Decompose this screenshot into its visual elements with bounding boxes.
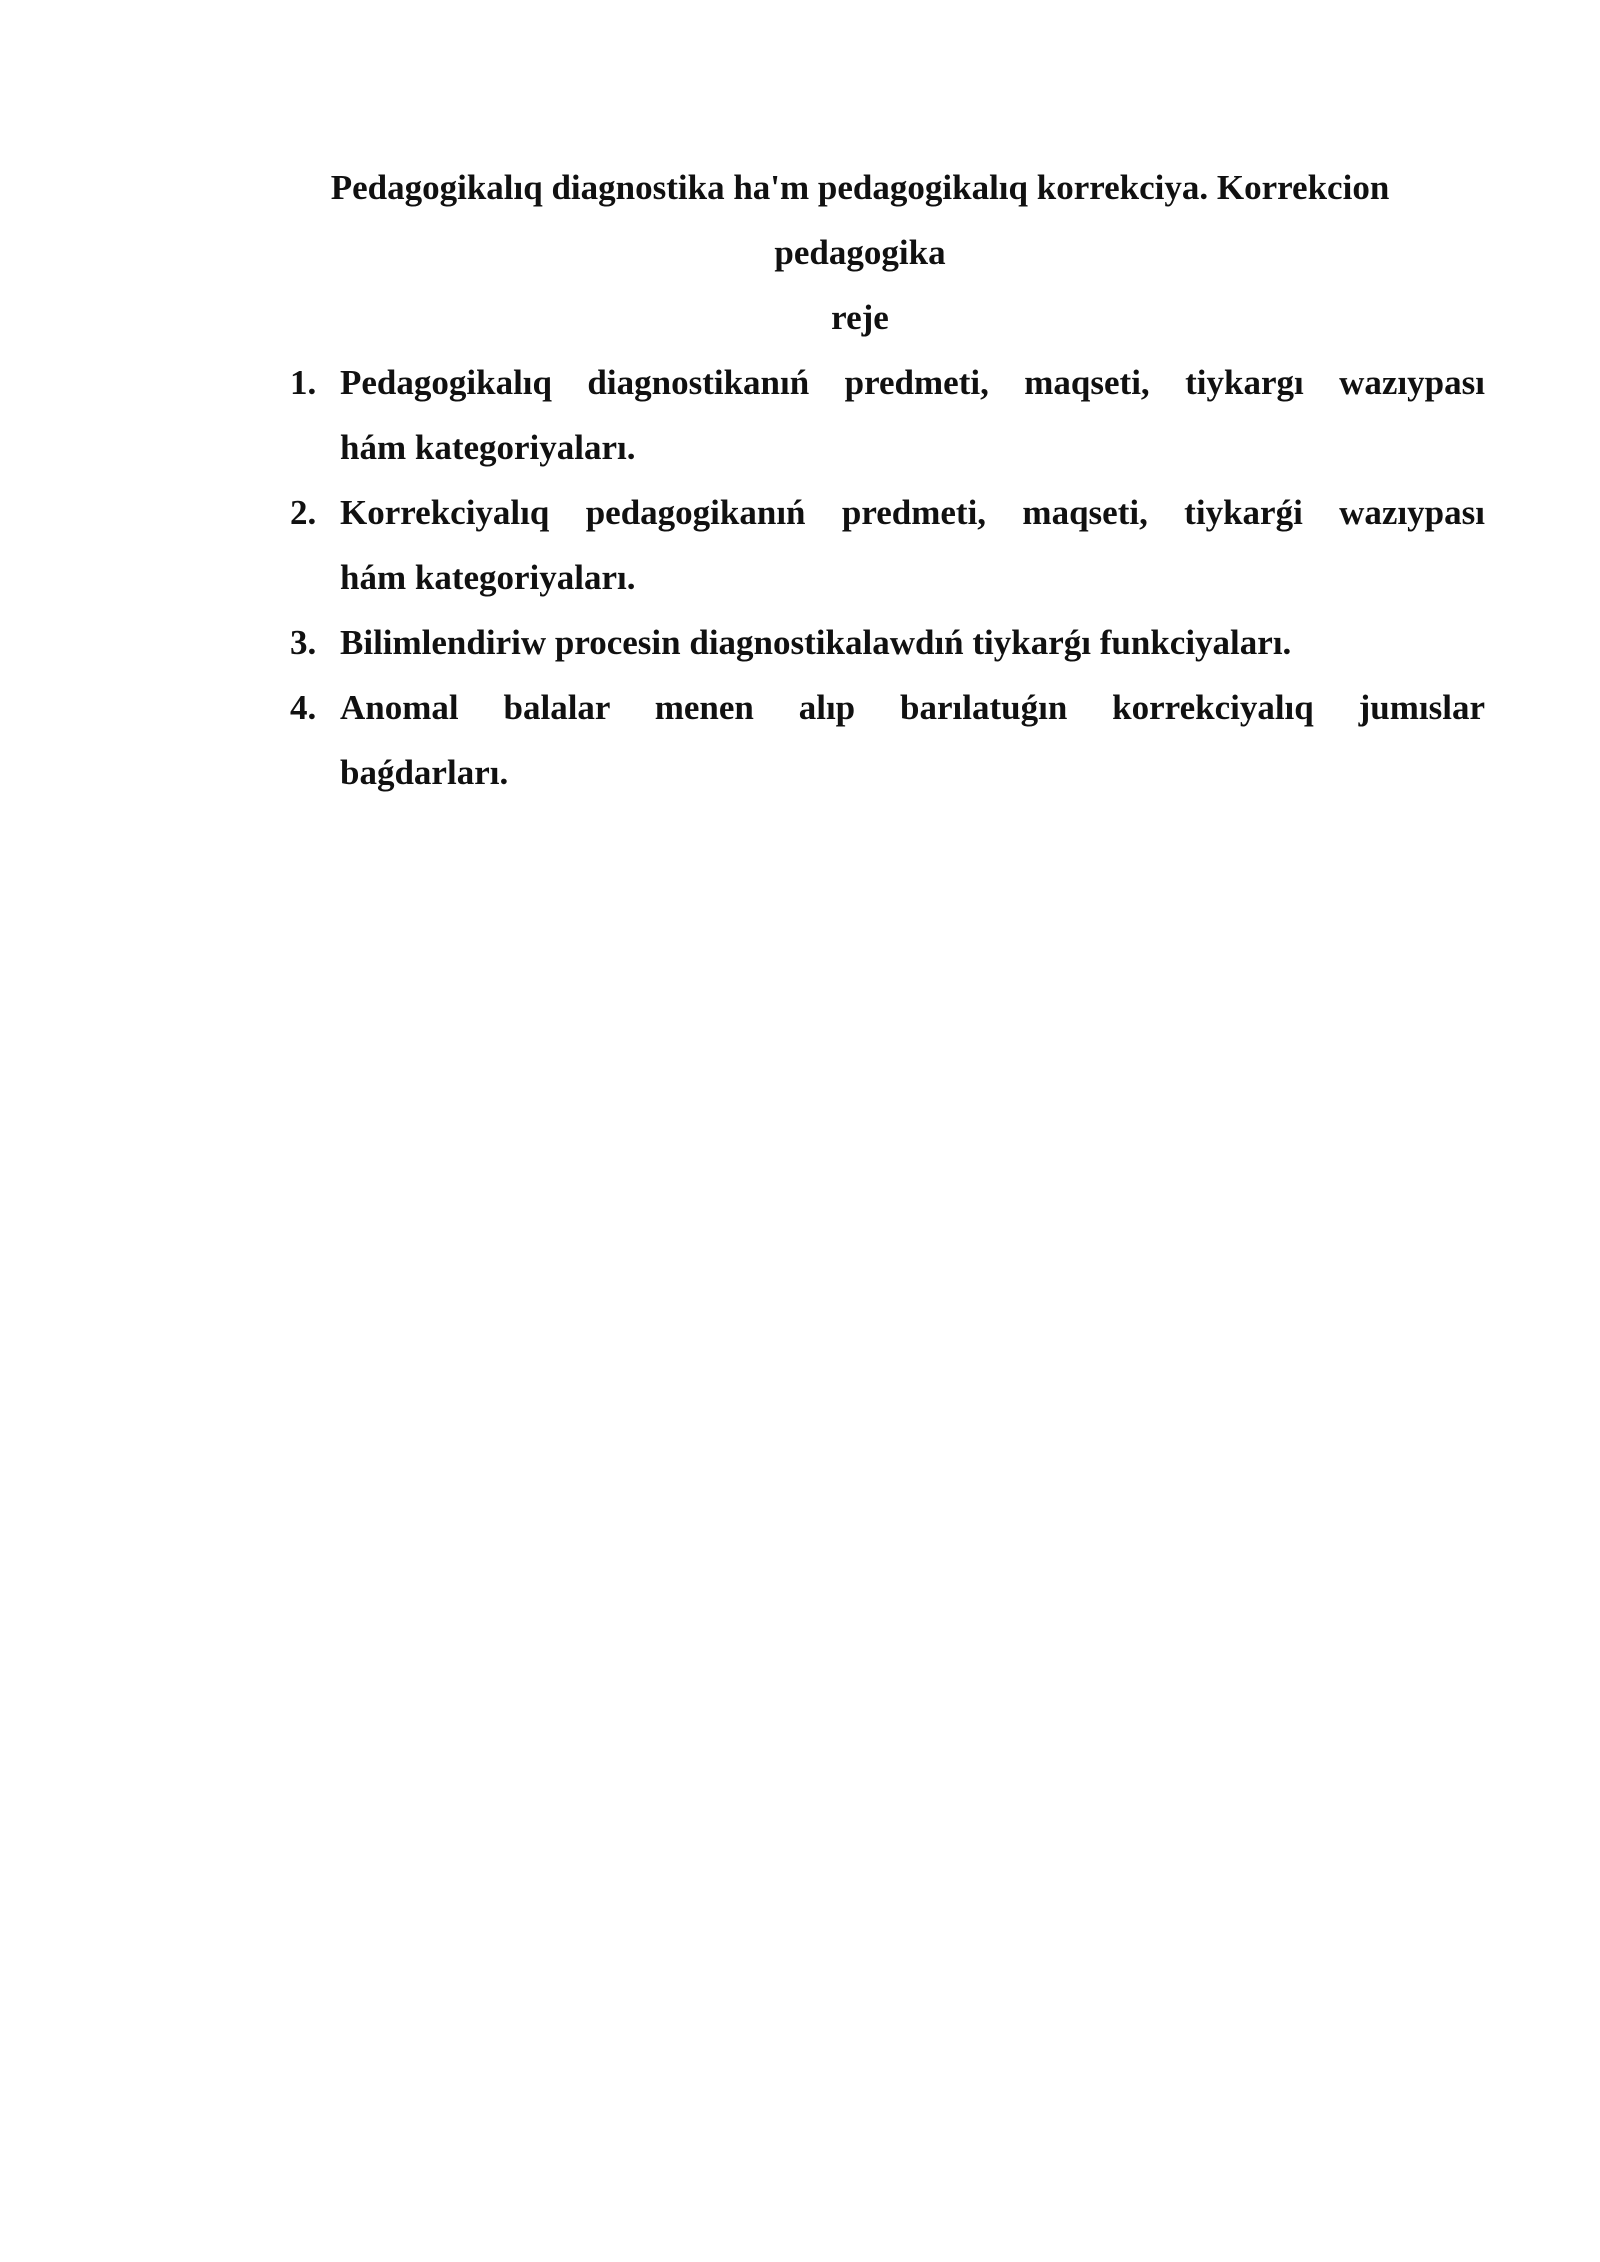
plan-list [280,350,1485,805]
plan-item-text-line-2: baǵdarları. [340,753,509,792]
document-title [270,155,1450,350]
plan-item-text-line-1: Anomal balalar menen alıp barılatuǵın korrekciyalıq jumıslar [340,688,1485,727]
plan-item-text-line-1: Pedagogikalıq diagnostikanıń predmeti, maqseti, tiykargı wazıypası [340,363,1485,402]
plan-item-number: 2. [290,493,317,532]
plan-item-4 [280,675,1485,805]
plan-item-number: 3. [290,623,317,662]
title-line-2: pedagogika [774,233,946,272]
plan-item-number: 1. [290,363,317,402]
plan-item-text-line-2: hám kategoriyaları. [340,428,636,467]
plan-item-number: 4. [290,688,317,727]
plan-item-3 [280,610,1485,675]
plan-item-1 [280,350,1485,480]
plan-item-text-line-2: hám kategoriyaları. [340,558,636,597]
plan-heading: reje [831,298,889,337]
plan-item-text-line-1: Korrekciyalıq pedagogikanıń predmeti, maqseti, tiykarǵi wazıypası [340,493,1485,532]
plan-item-text-line-1: Bilimlendiriw procesin diagnostikalawdıń tiykarǵı funkciyaları. [340,623,1292,662]
title-line-1: Pedagogikalıq diagnostika ha'm pedagogikalıq korrekciya. Korrekcion [330,168,1390,207]
plan-item-2 [280,480,1485,610]
